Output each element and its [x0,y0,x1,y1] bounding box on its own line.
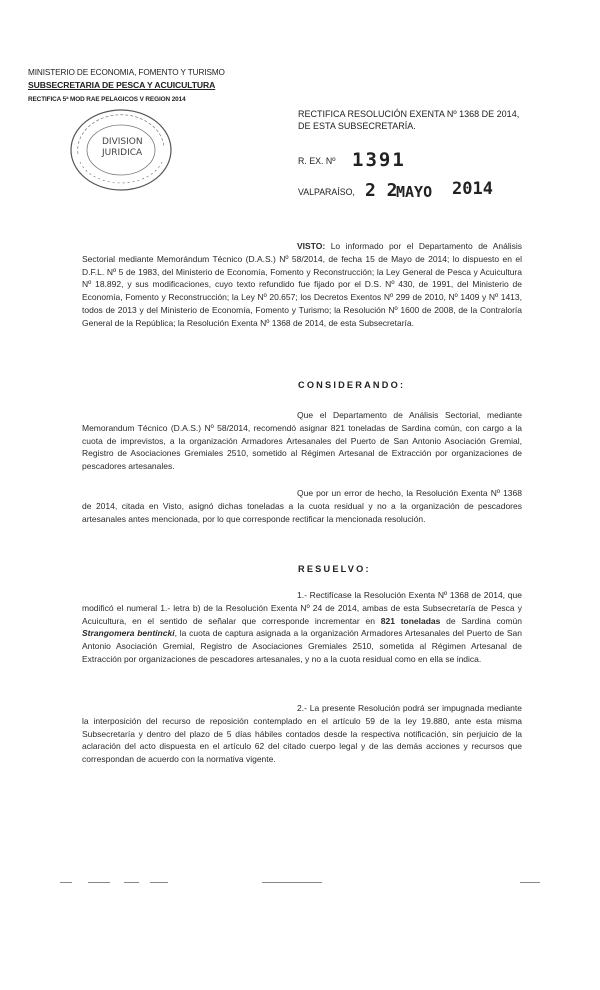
resuelvo-heading: RESUELVO: [298,564,371,574]
scan-mark [124,882,139,883]
subject-line-1: RECTIFICA RESOLUCIÓN EXENTA Nº 1368 DE 2014, [298,109,520,119]
scan-mark [60,882,72,883]
place-label: VALPARAÍSO, [298,187,355,197]
considerando-paragraph-2: Que por un error de hecho, la Resolución Exenta Nº 1368 de 2014, citada en Visto, asignó dichas toneladas a la cuota residual y no a la organización de pescadores artesanales antes mencionada, por lo que corresponde rectificar la mencionada resolución. [82,488,522,524]
scan-mark [150,882,168,883]
date-day: 2 2 [365,180,398,201]
date-year: 2014 [452,179,493,199]
considerando-paragraph-1: Que el Departamento de Análisis Sectorial, mediante Memorandum Técnico (D.A.S.) Nº 58/2014, recomendó asignar 821 toneladas de Sardina común, con cargo a la cuota de imprevistos, a la organización Armadores Artesanales del Puerto de San Antonio Asociación Gremial, Registro de Asociaciones Gremiales 2510, sometido al Régimen Artesanal de Extracción por organizaciones de pescadores artesanales. [82,410,522,472]
document-reference-code: RECTIFICA 5ª MOD RAE PELAGICOS V REGION 2014 [28,96,186,103]
resuelvo-paragraph-1 [82,589,522,666]
considerando-heading: CONSIDERANDO: [298,380,406,390]
stamp-division-label: DIVISION [102,137,143,147]
scan-mark [520,882,540,883]
resolution-subject [298,108,548,132]
scan-mark [262,882,322,883]
visto-label: VISTO: [297,241,326,251]
resuelvo-paragraph-2: 2.- La presente Resolución podrá ser impugnada mediante la interposición del recurso de reposición contemplado en el artículo 59 de la ley 19.880, ante esta misma Subsecretaría y dentro del plazo de 5 días hábiles contados desde la respectiva notificación, sin perjuicio de la aclaración del acto dispuesta en el artículo 62 del citado cuerpo legal y de las demás acciones y recursos que correspondan de acuerdo con la normativa vigente. [82,703,522,765]
resuelvo-p1-text-c: , la cuota de captura asignada a la organización Armadores Artesanales del Puerto de San Antonio Asociación Gremial, Registro de Asociaciones Gremiales 2510, sometida al Régimen Artesanal de Extracción por organizaciones de pescadores artesanales, y no a la cuota residual como en ella se indica. [82,628,522,664]
scan-mark [88,882,110,883]
division-juridica-stamp [66,106,176,194]
resuelvo-p1-species: Strangomera bentincki [82,628,175,639]
rex-label: R. EX. Nº [298,156,336,166]
visto-paragraph [82,240,522,330]
resuelvo-p1-text-b: de Sardina común [446,615,522,626]
visto-text: Lo informado por el Departamento de Análisis Sectorial mediante Memorándum Técnico (D.A.S.) Nº 58/2014, de fecha 15 de Mayo de 2014; lo dispuesto en el D.F.L. Nº 5 de 1983, del Ministerio de Economía, Fomento y Reconstrucción; la Ley General de Pesca y Acuicultura Nº 18.892, y sus modificaciones, cuyo texto refundido fue fijado por el D.S. Nº 430, de 1991, del Ministerio de Economía, Fomento y Reconstrucción; la Ley Nº 20.657; los Decretos Exentos Nº 299 de 2010, Nº 1409 y Nº 1413, todos de 2013 y del Ministerio de Economía, Fomento y Turismo; la Resolución Nº 1600 de 2008, de la Contraloría General de la República; la Resolución Exenta Nº 1368 de 2014, de esta Subsecretaría. [82,241,522,328]
subsecretaria-name: SUBSECRETARIA DE PESCA Y ACUICULTURA [28,80,216,90]
date-month: MAYO [396,183,433,201]
resuelvo-p1-text-a: 1.- Rectifícase la Resolución Exenta Nº 1368 de 2014, que modificó el numeral 1.- letra b) de la Resolución Exenta Nº 24 de 2014, ambas de esta Subsecretaría de Pesca y Acuicultura, en el sentido de señalar que corresponde incrementar en [82,590,522,626]
subject-line-2: DE ESTA SUBSECRETARÍA. [298,121,416,131]
stamp-juridica-label: JURIDICA [102,148,143,158]
rex-number: 1391 [352,149,406,171]
resuelvo-p1-tonnage: 821 toneladas [380,615,441,626]
ministry-name: MINISTERIO DE ECONOMIA, FOMENTO Y TURISMO [28,68,225,77]
